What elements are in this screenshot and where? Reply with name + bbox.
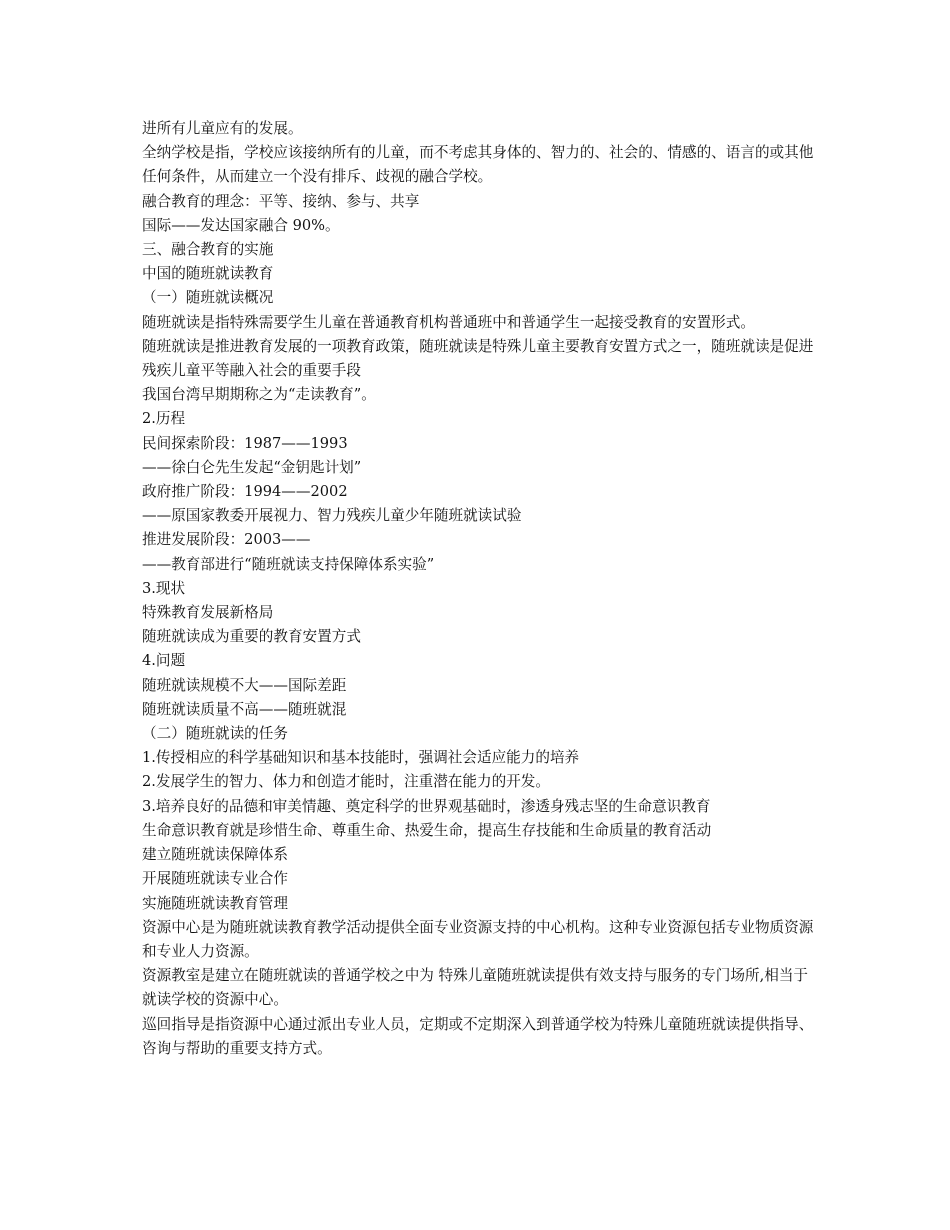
paragraph: 资源中心是为随班就读教育教学活动提供全面专业资源支持的中心机构。这种专业资源包括专业物质资源和专业人力资源。 — [142, 918, 814, 960]
paragraph: 随班就读成为重要的教育安置方式 — [142, 628, 361, 646]
list-item: 2.发展学生的智力、体力和创造才能时，注重潜在能力的开发。 — [142, 773, 550, 791]
paragraph: 资源教室是建立在随班就读的普通学校之中为 特殊儿童随班就读提供有效支持与服务的专门场所,相当于就读学校的资源中心。 — [142, 967, 809, 1009]
list-heading: 3.现状 — [142, 579, 186, 597]
paragraph: 推进发展阶段：2003—— — [142, 531, 311, 549]
paragraph: 政府推广阶段：1994——2002 — [142, 483, 348, 501]
paragraph: ——教育部进行“随班就读支持保障体系实验” — [142, 555, 435, 573]
paragraph: 特殊教育发展新格局 — [142, 604, 274, 622]
list-item: 3.培养良好的品德和审美情趣、奠定科学的世界观基础时，渗透身残志坚的生命意识教育 — [142, 797, 711, 815]
paragraph: 建立随班就读保障体系 — [142, 846, 288, 864]
paragraph: 巡回指导是指资源中心通过派出专业人员，定期或不定期深入到普通学校为特殊儿童随班就读提供指导、咨询与帮助的重要支持方式。 — [142, 1015, 814, 1057]
paragraph: 随班就读质量不高——随班就混 — [142, 700, 347, 718]
paragraph: ——原国家教委开展视力、智力残疾儿童少年随班就读试验 — [142, 507, 522, 525]
paragraph: 随班就读规模不大——国际差距 — [142, 676, 347, 694]
paragraph: 开展随班就读专业合作 — [142, 870, 288, 888]
paragraph: 民间探索阶段：1987——1993 — [142, 434, 348, 452]
paragraph: 国际——发达国家融合 90%。 — [142, 216, 340, 234]
list-heading: 4.问题 — [142, 652, 186, 670]
paragraph: 融合教育的理念：平等、接纳、参与、共享 — [142, 192, 420, 210]
document-body — [142, 117, 822, 1061]
paragraph: 进所有儿童应有的发展。 — [142, 120, 303, 137]
paragraph: 我国台湾早期期称之为“走读教育”。 — [142, 386, 376, 404]
paragraph: 随班就读是指特殊需要学生儿童在普通教育机构普通班中和普通学生一起接受教育的安置形式。 — [142, 313, 755, 331]
paragraph: 中国的随班就读教育 — [142, 265, 274, 283]
paragraph: ——徐白仑先生发起“金钥匙计划” — [142, 458, 362, 476]
paragraph: 生命意识教育就是珍惜生命、尊重生命、热爱生命，提高生存技能和生命质量的教育活动 — [142, 821, 712, 839]
subsection-heading: （二）随班就读的任务 — [142, 725, 288, 743]
paragraph: 随班就读是推进教育发展的一项教育政策，随班就读是特殊儿童主要教育安置方式之一，随班就读是促进残疾儿童平等融入社会的重要手段 — [142, 337, 814, 380]
list-item: 1.传授相应的科学基础知识和基本技能时，强调社会适应能力的培养 — [142, 749, 580, 767]
section-heading: 三、融合教育的实施 — [142, 241, 274, 259]
subsection-heading: （一）随班就读概况 — [142, 289, 274, 307]
paragraph: 全纳学校是指，学校应该接纳所有的儿童，而不考虑其身体的、智力的、社会的、情感的、语言的或其他任何条件，从而建立一个没有排斥、歧视的融合学校。 — [142, 144, 814, 186]
list-heading: 2.历程 — [142, 410, 186, 428]
paragraph: 实施随班就读教育管理 — [142, 894, 288, 912]
